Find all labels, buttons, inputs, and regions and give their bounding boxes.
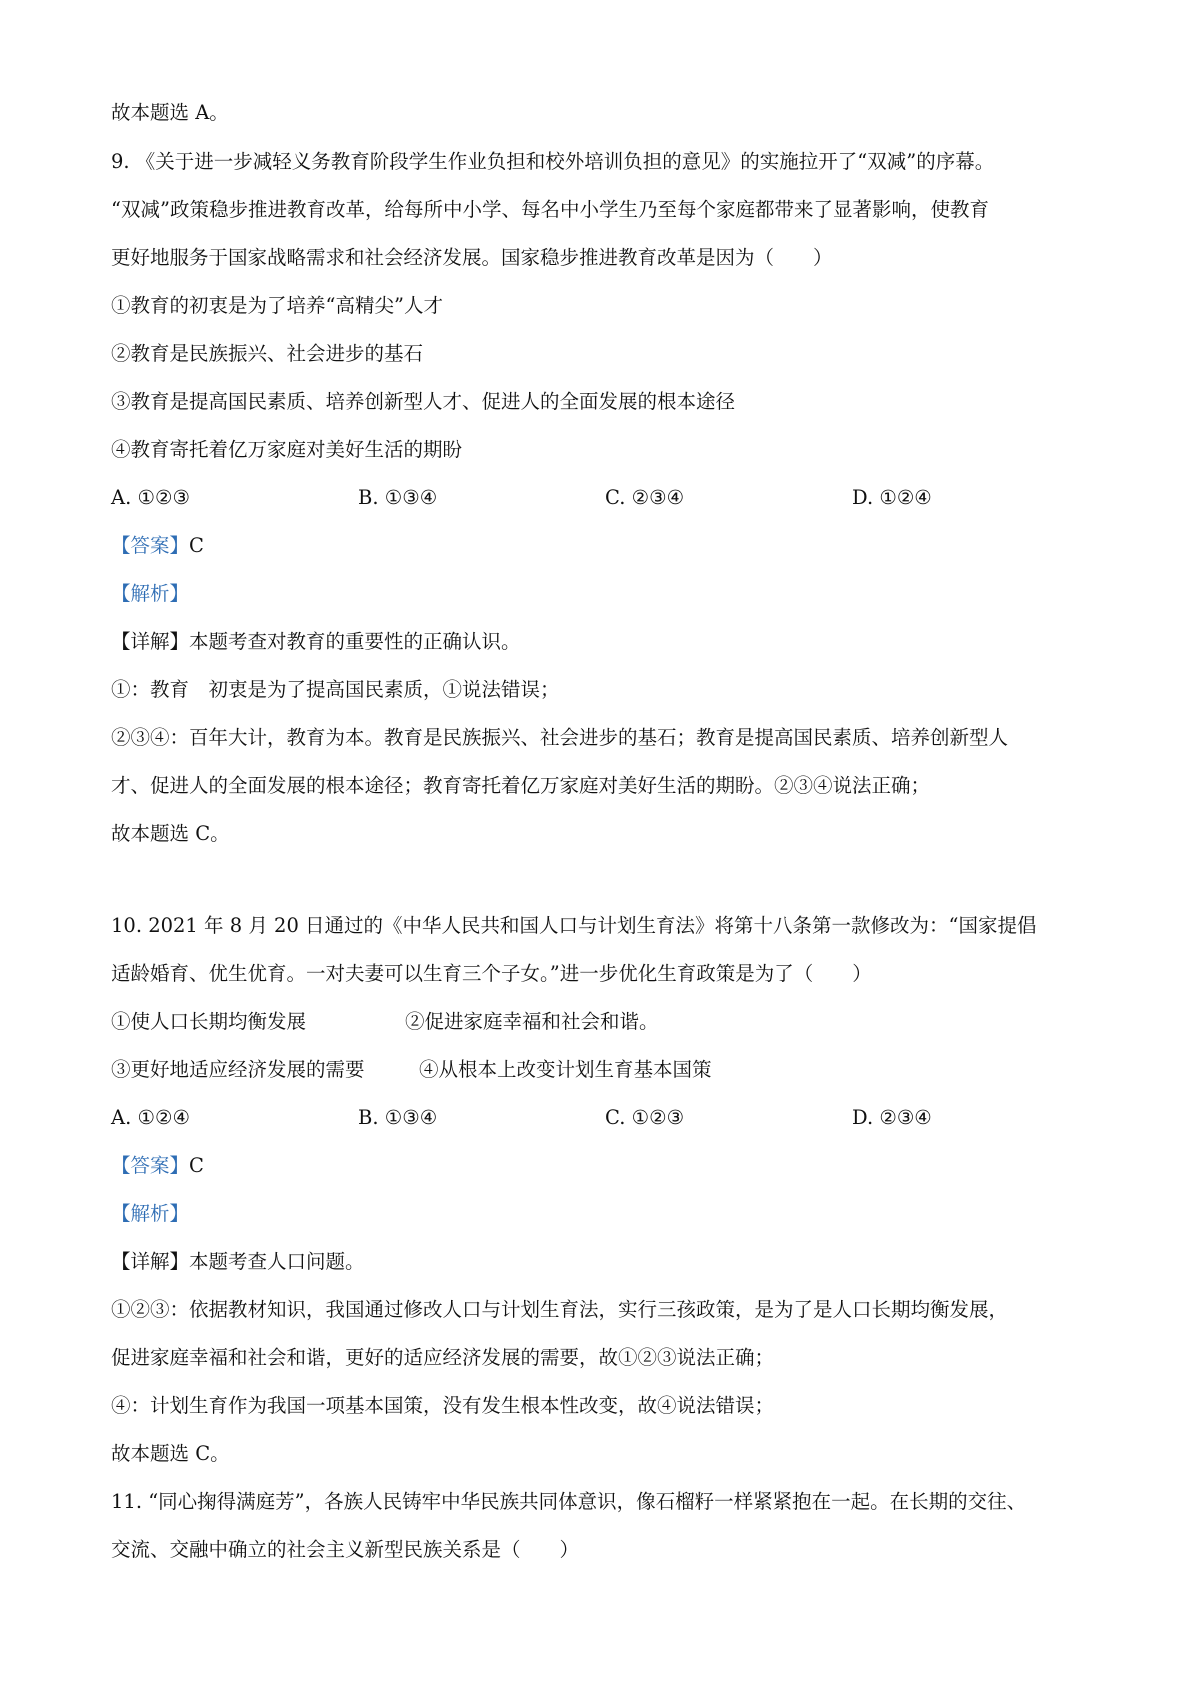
q9-detail-line-1: 【详解】本题考查对教育的重要性的正确认识。 — [111, 630, 521, 653]
q9-stem-line-2: “双减”政策稳步推进教育改革，给每所中小学、每名中小学生乃至每个家庭都带来了显著影响，使教育 — [111, 198, 989, 221]
q10-option-b: B. ①③④ — [358, 1106, 438, 1129]
q10-detail-line-5: 故本题选 C。 — [111, 1442, 230, 1465]
q9-stem-line-1: 9. 《关于进一步减轻义务教育阶段学生作业负担和校外培训负担的意见》的实施拉开了“双减”的序幕。 — [111, 150, 995, 173]
q9-analysis-tag: 【解析】 — [111, 582, 190, 605]
q10-option-d: D. ②③④ — [852, 1106, 932, 1129]
q9-option-d: D. ①②④ — [852, 486, 932, 509]
q10-stem-line-1: 10. 2021 年 8 月 20 日通过的《中华人民共和国人口与计划生育法》将第十八条第一款修改为：“国家提倡 — [111, 914, 1037, 937]
q10-item-3: ③更好地适应经济发展的需要 — [111, 1058, 365, 1081]
q9-option-c: C. ②③④ — [605, 486, 685, 509]
q9-detail-line-2: ①：教育 初衷是为了提高国民素质，①说法错误； — [111, 678, 560, 701]
q9-option-b: B. ①③④ — [358, 486, 438, 509]
q10-detail-line-4: ④：计划生育作为我国一项基本国策，没有发生根本性改变，故④说法错误； — [111, 1394, 775, 1417]
q9-detail-line-5: 故本题选 C。 — [111, 822, 230, 845]
q10-answer — [111, 1153, 204, 1179]
q11-stem-line-1: 11. “同心掬得满庭芳”，各族人民铸牢中华民族共同体意识，像石榴籽一样紧紧抱在一起。在长期的交往、 — [111, 1490, 1027, 1513]
q10-analysis-tag: 【解析】 — [111, 1202, 190, 1225]
q9-item-1: ①教育的初衷是为了培养“高精尖”人才 — [111, 294, 443, 317]
q10-answer-tag: 【答案】 — [111, 1154, 190, 1177]
q9-item-4: ④教育寄托着亿万家庭对美好生活的期盼 — [111, 438, 463, 461]
q9-answer — [111, 533, 204, 559]
q10-detail-line-2: ①②③：依据教材知识，我国通过修改人口与计划生育法，实行三孩政策，是为了是人口长期均衡发展， — [111, 1298, 1009, 1321]
q10-option-c: C. ①②③ — [605, 1106, 685, 1129]
q10-item-4: ④从根本上改变计划生育基本国策 — [419, 1058, 712, 1081]
q9-answer-value: C — [189, 534, 204, 557]
q10-item-1: ①使人口长期均衡发展 — [111, 1010, 307, 1033]
q9-stem-line-3: 更好地服务于国家战略需求和社会经济发展。国家稳步推进教育改革是因为（ ） — [111, 246, 833, 269]
q10-item-2: ②促进家庭幸福和社会和谐。 — [405, 1010, 659, 1033]
q9-item-2: ②教育是民族振兴、社会进步的基石 — [111, 342, 424, 365]
q9-detail-line-3: ②③④：百年大计，教育为本。教育是民族振兴、社会进步的基石；教育是提高国民素质、培养创新型人 — [111, 726, 1009, 749]
prev-conclusion: 故本题选 A。 — [111, 101, 229, 124]
q11-stem-line-2: 交流、交融中确立的社会主义新型民族关系是（ ） — [111, 1538, 580, 1561]
q9-item-3: ③教育是提高国民素质、培养创新型人才、促进人的全面发展的根本途径 — [111, 390, 736, 413]
q10-detail-line-1: 【详解】本题考查人口问题。 — [111, 1250, 365, 1273]
q10-detail-line-3: 促进家庭幸福和社会和谐，更好的适应经济发展的需要，故①②③说法正确； — [111, 1346, 775, 1369]
q9-detail-line-4: 才、促进人的全面发展的根本途径；教育寄托着亿万家庭对美好生活的期盼。②③④说法正确； — [111, 774, 931, 797]
q9-answer-tag: 【答案】 — [111, 534, 190, 557]
q9-option-a: A. ①②③ — [111, 486, 190, 509]
q10-option-a: A. ①②④ — [111, 1106, 190, 1129]
q10-answer-value: C — [189, 1154, 204, 1177]
q10-stem-line-2: 适龄婚育、优生优育。一对夫妻可以生育三个子女。”进一步优化生育政策是为了（ ） — [111, 962, 872, 985]
